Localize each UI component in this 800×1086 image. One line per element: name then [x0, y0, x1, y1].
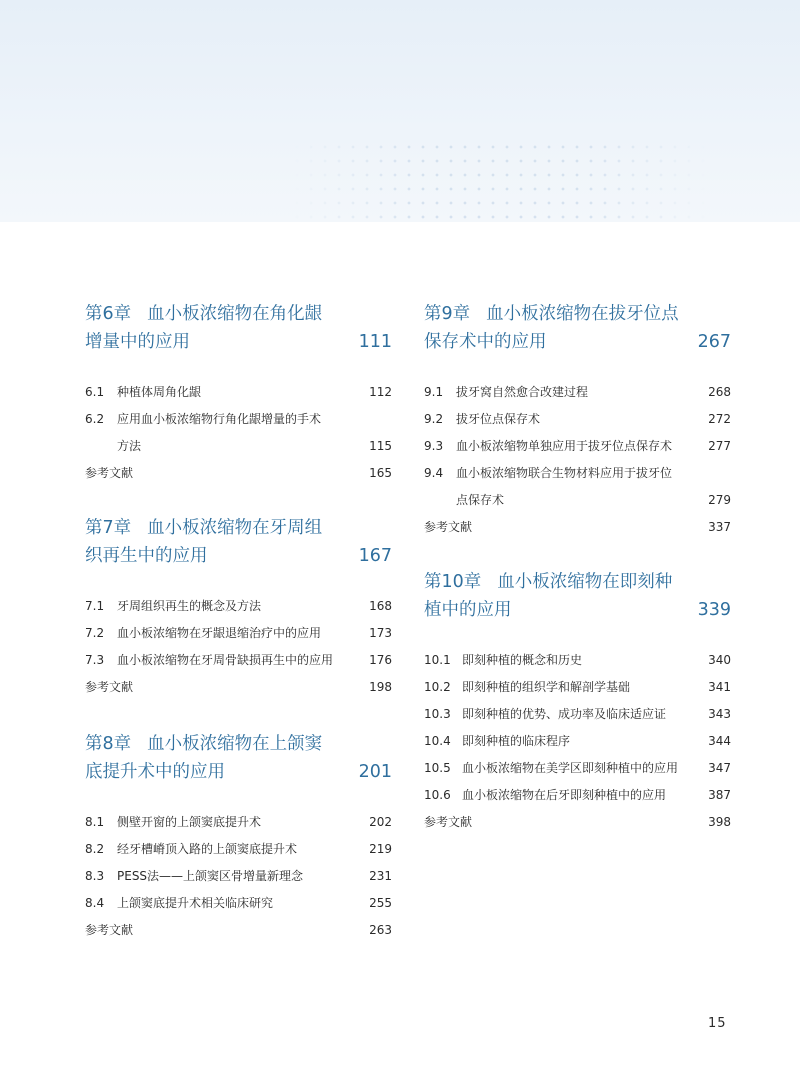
section-number: 9.4	[424, 466, 444, 480]
chapter-title-line1: 血小板浓缩物在角化龈	[147, 304, 323, 324]
section-list	[85, 809, 392, 944]
section-title: 牙周组织再生的概念及方法	[117, 599, 262, 613]
section-page: 112	[369, 385, 392, 399]
references-entry[interactable]	[424, 809, 731, 836]
section-title: 经牙槽嵴顶入路的上颌窦底提升术	[117, 842, 298, 856]
section-page: 387	[708, 788, 731, 802]
chapter-title-line1: 血小板浓缩物在牙周组	[147, 518, 323, 538]
section-title: 即刻种植的优势、成功率及临床适应证	[462, 707, 667, 721]
chapter-6	[85, 300, 392, 487]
toc-entry[interactable]	[85, 836, 392, 863]
section-title: 即刻种植的临床程序	[462, 734, 571, 748]
toc-entry[interactable]	[85, 379, 392, 406]
section-number: 10.2	[424, 680, 451, 694]
references-page: 263	[369, 923, 392, 937]
chapter-title-line1: 血小板浓缩物在即刻种	[497, 572, 673, 592]
section-title: 血小板浓缩物在后牙即刻种植中的应用	[462, 788, 667, 802]
chapter-number: 第10章	[424, 572, 482, 592]
chapter-title[interactable]	[424, 300, 731, 356]
toc-entry[interactable]	[424, 701, 731, 728]
chapter-title[interactable]	[85, 730, 392, 786]
section-page: 343	[708, 707, 731, 721]
chapter-title-line2: 植中的应用	[424, 600, 512, 620]
section-number: 10.5	[424, 761, 451, 775]
section-number: 10.1	[424, 653, 451, 667]
chapter-9	[424, 300, 731, 541]
section-number: 10.3	[424, 707, 451, 721]
section-page: 347	[708, 761, 731, 775]
chapter-title-line2: 增量中的应用	[85, 332, 190, 352]
section-number: 7.1	[85, 599, 105, 613]
toc-entry[interactable]	[85, 863, 392, 890]
references-label: 参考文献	[424, 520, 473, 534]
section-page: 255	[369, 896, 392, 910]
section-title: 血小板浓缩物在美学区即刻种植中的应用	[462, 761, 679, 775]
page-number: 15	[708, 1016, 727, 1031]
chapter-title-line1: 血小板浓缩物在上颌窦	[147, 734, 323, 754]
section-list	[85, 593, 392, 701]
section-title: 应用血小板浓缩物行角化龈增量的手术	[117, 412, 322, 426]
section-page: 341	[708, 680, 731, 694]
chapter-number: 第7章	[85, 518, 132, 538]
chapter-page: 267	[697, 332, 731, 352]
section-list	[85, 379, 392, 487]
section-title-cont: 点保存术	[456, 493, 505, 507]
references-entry[interactable]	[85, 460, 392, 487]
chapter-8	[85, 730, 392, 944]
section-title: 血小板浓缩物联合生物材料应用于拔牙位	[456, 466, 673, 480]
section-title: 血小板浓缩物在牙龈退缩治疗中的应用	[117, 626, 322, 640]
section-title: 上颌窦底提升术相关临床研究	[117, 896, 274, 910]
chapter-title[interactable]	[85, 300, 392, 356]
references-entry[interactable]	[85, 917, 392, 944]
toc-entry[interactable]	[85, 647, 392, 674]
section-page: 176	[369, 653, 392, 667]
chapter-page: 167	[358, 546, 392, 566]
section-title: 拔牙位点保存术	[456, 412, 541, 426]
chapter-title-line2: 底提升术中的应用	[85, 762, 225, 782]
chapter-title-line2: 织再生中的应用	[85, 546, 208, 566]
toc-entry[interactable]	[85, 890, 392, 917]
section-page: 272	[708, 412, 731, 426]
references-page: 165	[369, 466, 392, 480]
section-title: PESS法——上颌窦区骨增量新理念	[117, 869, 304, 883]
section-page: 173	[369, 626, 392, 640]
section-title: 种植体周角化龈	[117, 385, 202, 399]
section-number: 9.2	[424, 412, 444, 426]
toc-entry[interactable]	[424, 460, 731, 514]
header-band	[0, 0, 800, 222]
toc-entry[interactable]	[424, 755, 731, 782]
section-page: 277	[708, 439, 731, 453]
section-page: 231	[369, 869, 392, 883]
section-title-cont: 方法	[117, 439, 142, 453]
chapter-page: 201	[358, 762, 392, 782]
section-number: 6.2	[85, 412, 105, 426]
references-page: 398	[708, 815, 731, 829]
toc-entry[interactable]	[424, 406, 731, 433]
section-page: 202	[369, 815, 392, 829]
chapter-title-line2: 保存术中的应用	[424, 332, 547, 352]
section-title: 拔牙窝自然愈合改建过程	[456, 385, 589, 399]
section-number: 6.1	[85, 385, 105, 399]
chapter-number: 第8章	[85, 734, 132, 754]
toc-entry[interactable]	[424, 379, 731, 406]
section-list	[424, 379, 731, 541]
section-number: 10.4	[424, 734, 451, 748]
section-number: 8.3	[85, 869, 105, 883]
toc-entry[interactable]	[424, 433, 731, 460]
section-page: 115	[369, 439, 392, 453]
chapter-page: 339	[697, 600, 731, 620]
toc-entry[interactable]	[85, 593, 392, 620]
section-number: 8.4	[85, 896, 105, 910]
section-number: 7.3	[85, 653, 105, 667]
section-page: 344	[708, 734, 731, 748]
toc-entry[interactable]	[424, 674, 731, 701]
references-page: 337	[708, 520, 731, 534]
toc-entry[interactable]	[424, 647, 731, 674]
toc-entry[interactable]	[85, 406, 392, 460]
chapter-number: 第6章	[85, 304, 132, 324]
section-title: 即刻种植的概念和历史	[462, 653, 583, 667]
section-list	[424, 647, 731, 836]
toc-entry[interactable]	[85, 620, 392, 647]
references-label: 参考文献	[85, 680, 134, 694]
chapter-7	[85, 514, 392, 701]
section-number: 7.2	[85, 626, 105, 640]
references-page: 198	[369, 680, 392, 694]
chapter-title-line1: 血小板浓缩物在拔牙位点	[486, 304, 679, 324]
section-number: 9.1	[424, 385, 444, 399]
references-label: 参考文献	[424, 815, 473, 829]
references-label: 参考文献	[85, 466, 134, 480]
section-title: 血小板浓缩物在牙周骨缺损再生中的应用	[117, 653, 334, 667]
toc-entry[interactable]	[424, 782, 731, 809]
section-number: 8.2	[85, 842, 105, 856]
chapter-number: 第9章	[424, 304, 471, 324]
section-number: 9.3	[424, 439, 444, 453]
section-number: 10.6	[424, 788, 451, 802]
chapter-title[interactable]	[424, 568, 731, 624]
references-label: 参考文献	[85, 923, 134, 937]
chapter-title[interactable]	[85, 514, 392, 570]
section-title: 血小板浓缩物单独应用于拔牙位点保存术	[456, 439, 673, 453]
dot-pattern	[290, 140, 710, 220]
chapter-10	[424, 568, 731, 836]
chapter-page: 111	[358, 332, 392, 352]
section-title: 侧壁开窗的上颌窦底提升术	[117, 815, 262, 829]
section-title: 即刻种植的组织学和解剖学基础	[462, 680, 631, 694]
references-entry[interactable]	[85, 674, 392, 701]
section-page: 168	[369, 599, 392, 613]
section-page: 219	[369, 842, 392, 856]
toc-entry[interactable]	[85, 809, 392, 836]
toc-entry[interactable]	[424, 728, 731, 755]
section-page: 268	[708, 385, 731, 399]
section-page: 340	[708, 653, 731, 667]
section-page: 279	[708, 493, 731, 507]
references-entry[interactable]	[424, 514, 731, 541]
section-number: 8.1	[85, 815, 105, 829]
